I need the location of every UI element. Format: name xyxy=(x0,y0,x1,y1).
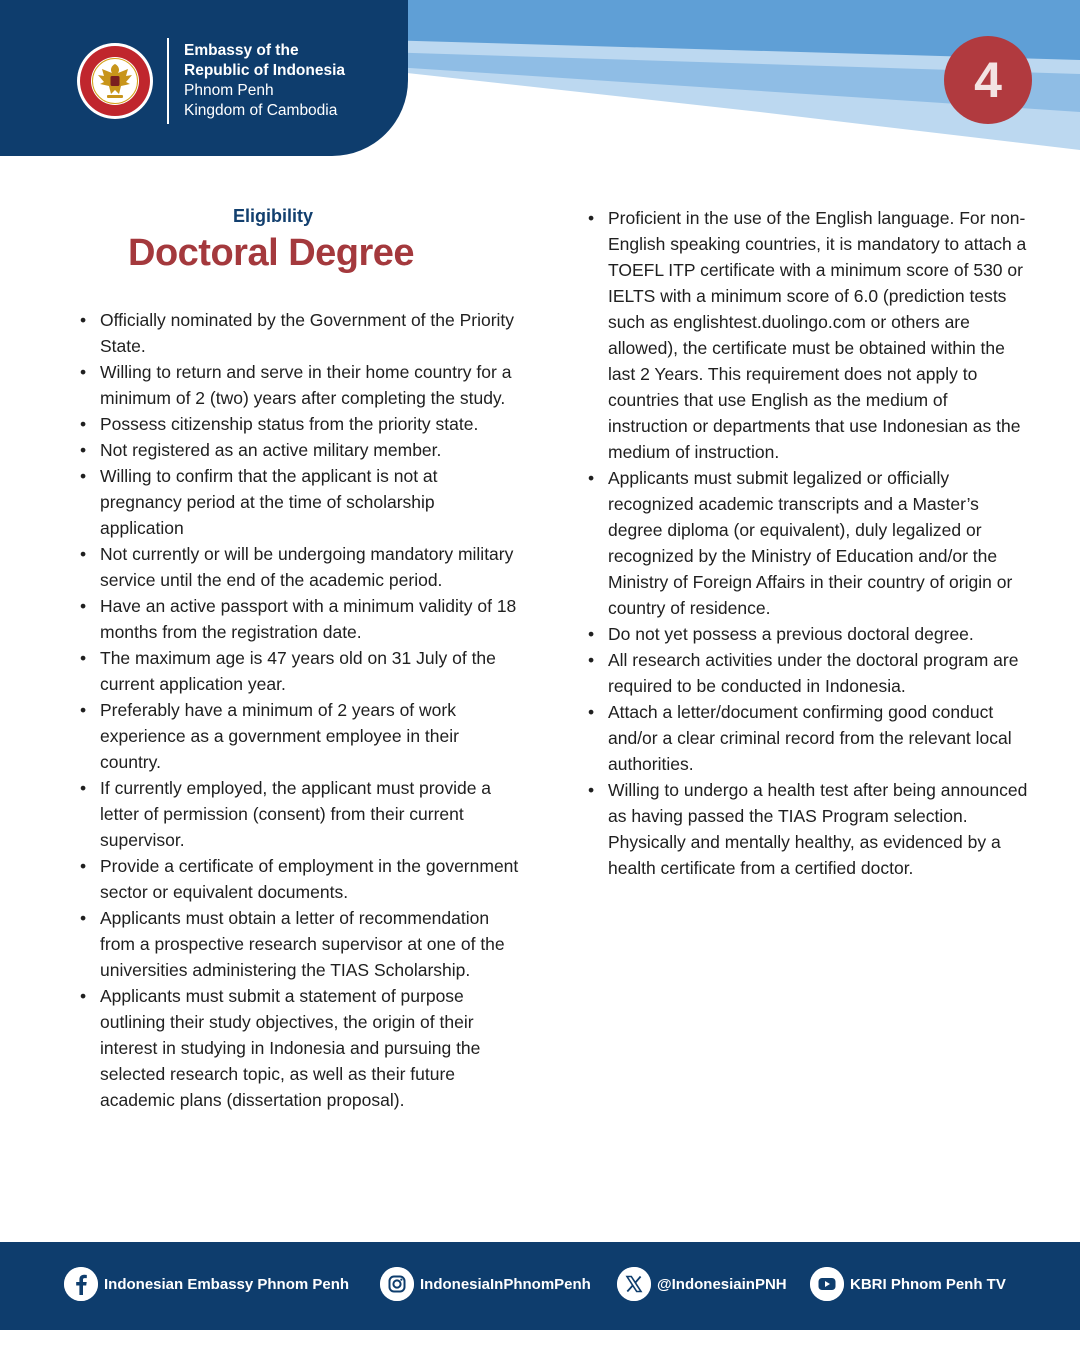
page-title: Doctoral Degree xyxy=(128,232,415,274)
list-item: • Preferably have a minimum of 2 years of work experience as a government employee in their country. xyxy=(80,697,520,775)
org-line-1: Embassy of the xyxy=(184,42,299,59)
header-banner xyxy=(0,0,1080,160)
section-eyebrow: Eligibility xyxy=(233,206,314,226)
x-icon xyxy=(617,1267,651,1301)
embassy-name-block xyxy=(184,41,345,121)
facebook-handle: Indonesian Embassy Phnom Penh xyxy=(104,1275,350,1293)
list-item: • All research activities under the doctoral program are required to be conducted in Indonesia. xyxy=(588,647,1028,699)
list-item: • Not currently or will be undergoing mandatory military service until the end of the academic period. xyxy=(80,541,520,593)
facebook-link[interactable] xyxy=(64,1265,349,1303)
list-item: • The maximum age is 47 years old on 31 July of the current application year. xyxy=(80,645,520,697)
list-item: • Proficient in the use of the English language. For non-English speaking countries, it is mandatory to attach a TOEFL ITP certificate with a minimum score of 530 or IELTS with a minimum score of 6.0 (prediction tests such as englishtest.duolingo.com or others are allowed), the certificate must be obtained within the last 2 Years. This requirement does not apply to countries that use English as the medium of instruction or departments that use Indonesian as the medium of instruction. xyxy=(588,205,1028,465)
list-item: • If currently employed, the applicant must provide a letter of permission (consent) from their current supervisor. xyxy=(80,775,520,853)
list-item: • Willing to return and serve in their home country for a minimum of 2 (two) years after completing the study. xyxy=(80,359,520,411)
list-item: • Officially nominated by the Government of the Priority State. xyxy=(80,307,520,359)
list-item: • Attach a letter/document confirming good conduct and/or a clear criminal record from the relevant local authorities. xyxy=(588,699,1028,777)
embassy-seal-logo xyxy=(76,42,154,120)
page-number-badge: 4 xyxy=(944,36,1032,124)
org-line-2: Republic of Indonesia xyxy=(184,62,346,79)
instagram-link[interactable] xyxy=(380,1265,591,1303)
city-line: Phnom Penh xyxy=(184,82,274,99)
country-line: Kingdom of Cambodia xyxy=(184,102,338,119)
list-item: • Applicants must submit a statement of purpose outlining their study objectives, the origin of their interest in studying in Indonesia and pursuing the selected research topic, as well as their future academic plans (dissertation proposal). xyxy=(80,983,520,1113)
list-item: • Possess citizenship status from the priority state. xyxy=(80,411,520,437)
list-item: • Provide a certificate of employment in the government sector or equivalent documents. xyxy=(80,853,520,905)
instagram-handle: IndonesiaInPhnomPenh xyxy=(420,1275,591,1293)
list-item: • Applicants must submit legalized or officially recognized academic transcripts and a Master’s degree diploma (or equivalent), duly legalized or recognized by the Ministry of Education and/or the Ministry of Foreign Affairs in their country of origin or country of residence. xyxy=(588,465,1028,621)
list-item: • Willing to undergo a health test after being announced as having passed the TIAS Program selection. Physically and mentally healthy, as evidenced by a health certificate from a certified doctor. xyxy=(588,777,1028,881)
youtube-link[interactable] xyxy=(810,1265,1006,1303)
eligibility-list-left xyxy=(80,307,520,1113)
list-item: • Have an active passport with a minimum validity of 18 months from the registration date. xyxy=(80,593,520,645)
x-handle: @IndonesiainPNH xyxy=(657,1275,787,1293)
list-item: • Willing to confirm that the applicant is not at pregnancy period at the time of scholarship application xyxy=(80,463,520,541)
facebook-icon xyxy=(64,1267,98,1301)
eligibility-list-right xyxy=(588,205,1028,881)
youtube-icon xyxy=(810,1267,844,1301)
instagram-icon xyxy=(380,1267,414,1301)
x-link[interactable] xyxy=(617,1265,787,1303)
list-item: • Not registered as an active military member. xyxy=(80,437,520,463)
header-divider xyxy=(167,38,169,124)
list-item: • Do not yet possess a previous doctoral degree. xyxy=(588,621,1028,647)
youtube-handle: KBRI Phnom Penh TV xyxy=(850,1275,1006,1293)
list-item: • Applicants must obtain a letter of recommendation from a prospective research supervisor at one of the universities administering the TIAS Scholarship. xyxy=(80,905,520,983)
